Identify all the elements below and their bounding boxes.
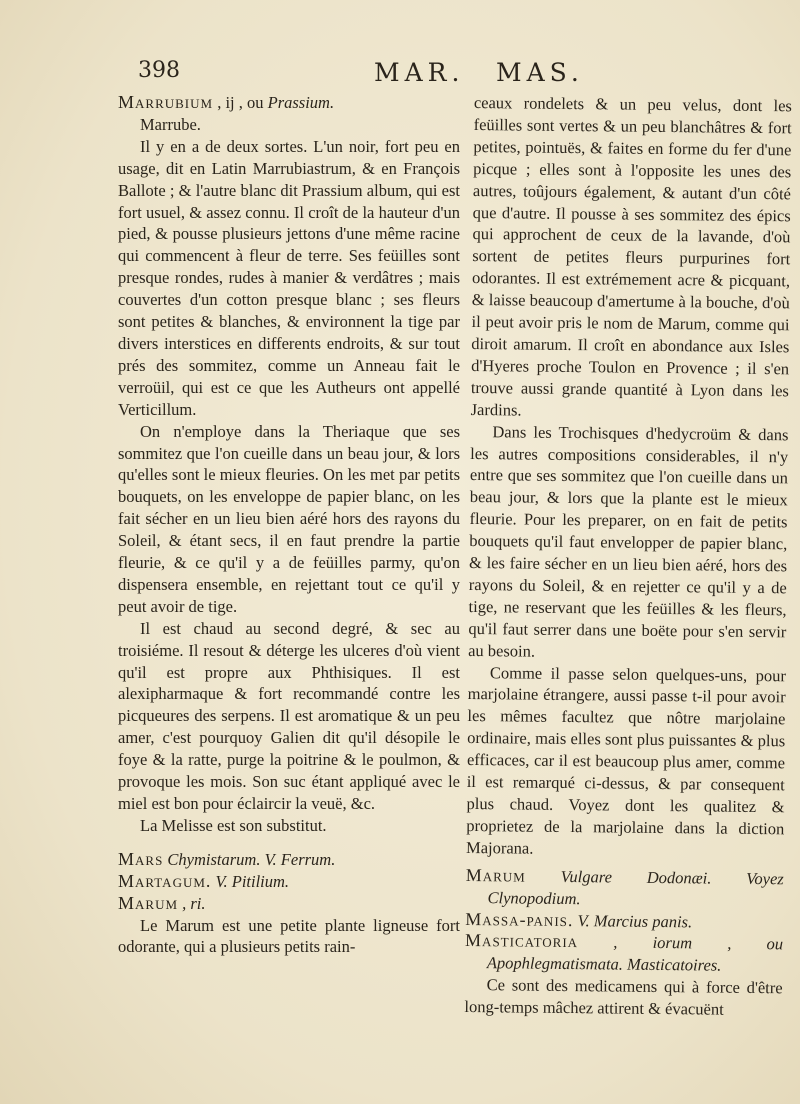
entry-marum-vulgare xyxy=(465,865,783,912)
running-head-right: MAS. xyxy=(496,58,584,87)
entry-headword: Marum xyxy=(465,864,526,886)
entry-headword: Marum xyxy=(118,892,179,913)
entry-headword: Massa-panis. xyxy=(465,908,574,930)
entry-headword: Marrubium xyxy=(118,92,214,112)
entry-headword: Masticatoria xyxy=(465,930,579,952)
right-column xyxy=(464,92,792,1021)
page-number: 398 xyxy=(138,58,180,83)
left-column xyxy=(118,92,460,958)
entry-reference: Chymistarum. V. Ferrum. xyxy=(167,849,336,869)
entry-reference: , iorum , ou Apophlegmatismata. Masticatoires. xyxy=(486,932,784,975)
paragraph: ceaux rondelets & un peu velus, dont les feüilles sont vertes & un peu blanchâtres & fort petites, pointuës, & faites en forme du fer d'une picque ; elles sont à l'opposite les unes des autres, toûjours également, & autant d'un côté que d'autre. Il pousse à ses sommitez des épics qui approchent de ceux de la lavande, d'où sortent de petites fleurs purpurines fort odorantes. Il est extrémement acre & picquant, & laisse beaucoup d'amertume à la bouche, d'où il peut avoir pris le nom de Marum, comme qui diroit amarum. Il croît en abondance aux Isles d'Hyeres proche Toulon en Provence ; il s'en trouve aussi grande quantité à Lyon dans les Jardins. xyxy=(470,92,792,420)
entry-martagum xyxy=(118,871,460,893)
paragraph: Il est chaud au second degré, & sec au troisiéme. Il resout & déterge les ulceres d'où vient qu'il est propre aux Phthisiques. Il est alexipharmaque & fort recommandé contre les picqueures des serpens. Il est aromatique & un peu amer, c'est pourquoy Galien dit qu'il désopile le foye & la ratte, purge la poitrine & le poulmon, & provoque les mois. Son suc étant appliqué avec le miel est bon pour éclaircir la veuë, &c. xyxy=(118,618,460,813)
entry-masticatoria xyxy=(465,930,783,977)
paragraph: Ce sont des medicamens qui à force d'être long-temps mâchez attirent & évacuënt xyxy=(464,975,783,1019)
paragraph: On n'employe dans la Theriaque que ses sommitez que l'on cueille dans un beau jour, & lors qu'elles sont le mieux fleuries. On les met par petits bouquets, on les enveloppe de papier blanc, on les fait sécher en un lieu bien aéré hors des rayons du Soleil, & étant secs, il en faut prendre la partie fleurie, & ce qu'il y a de feüilles parmy, qu'on dispensera ensemble, en rejettant tout ce qu'il y peut avoir de tige. xyxy=(118,421,460,616)
paragraph: Il y en a de deux sortes. L'un noir, fort peu en usage, dit en Latin Marrubiastrum, & en François Ballote ; & l'autre blanc dit Prassium album, qui est fort usuel, & assez connu. Il croît de la hauteur d'un pied, & pousse plusieurs jettons d'une même racine qui commencent à fleur de terre. Ses feüilles sont presque rondes, rudes à manier & verdâtres ; mais couvertes d'un cotton presque blanc ; ses fleurs sont petites & blanches, & environnent la tige par divers interstices en differents endroits, & sur tout prés des sommitez, comme un Anneau fait le verroüil, qui est ce que les Autheurs ont appellé Verticillum. xyxy=(118,136,460,419)
entry-headword: Mars xyxy=(118,848,164,869)
paragraph: Le Marum est une petite plante ligneuse fort odorante, qui a plusieurs petits rain- xyxy=(118,915,460,957)
entry-variant: Prassium. xyxy=(267,93,335,112)
entry-mars xyxy=(118,849,460,871)
entry-marum xyxy=(118,893,460,915)
page-header xyxy=(138,58,778,92)
entry-headword: Martagum. xyxy=(118,870,212,891)
paragraph: La Melisse est son substitut. xyxy=(140,815,327,835)
entry-french-name: Marrube. xyxy=(140,114,201,134)
entry-grammar: , ri. xyxy=(182,893,206,913)
entry-reference: Vulgare Dodonæi. Voyez Clynopodium. xyxy=(487,866,784,908)
entry-reference: V. Marcius panis. xyxy=(577,910,693,931)
running-head-left: MAR. xyxy=(374,58,465,87)
entry-grammar: , ij , ou xyxy=(217,93,264,112)
entry-reference: V. Pitilium. xyxy=(215,871,290,891)
entry-marrubium xyxy=(118,92,460,136)
paragraph: Comme il passe selon quelques-uns, pour marjolaine étrangere, aussi passe t-il pour avoir les mêmes facultez que nôtre marjolaine ordinaire, mais elles sont plus puissantes & plus efficaces, car il est beaucoup plus amer, comme il est remarqué ci-dessus, & par consequent plus chaud. Voyez dont les qualitez & proprietez de la marjolaine dans la diction Majorana. xyxy=(465,662,787,858)
paragraph: Dans les Trochisques d'hedycroüm & dans les autres compositions considerables, il n'y entre que ses sommitez que l'on cueille dans un beau jour, & lors que la plante est le mieux fleurie. Pour les preparer, on en fait de petits bouquets qu'il faut envelopper de papier blanc, & les faire sécher en un lieu bien aéré, hors des rayons du Soleil, & en rejetter ce qu'il y a de tige, ne reservant que les feüilles & les fleurs, qu'il faut serrer dans une boëte pour s'en servir au besoin. xyxy=(468,421,789,661)
